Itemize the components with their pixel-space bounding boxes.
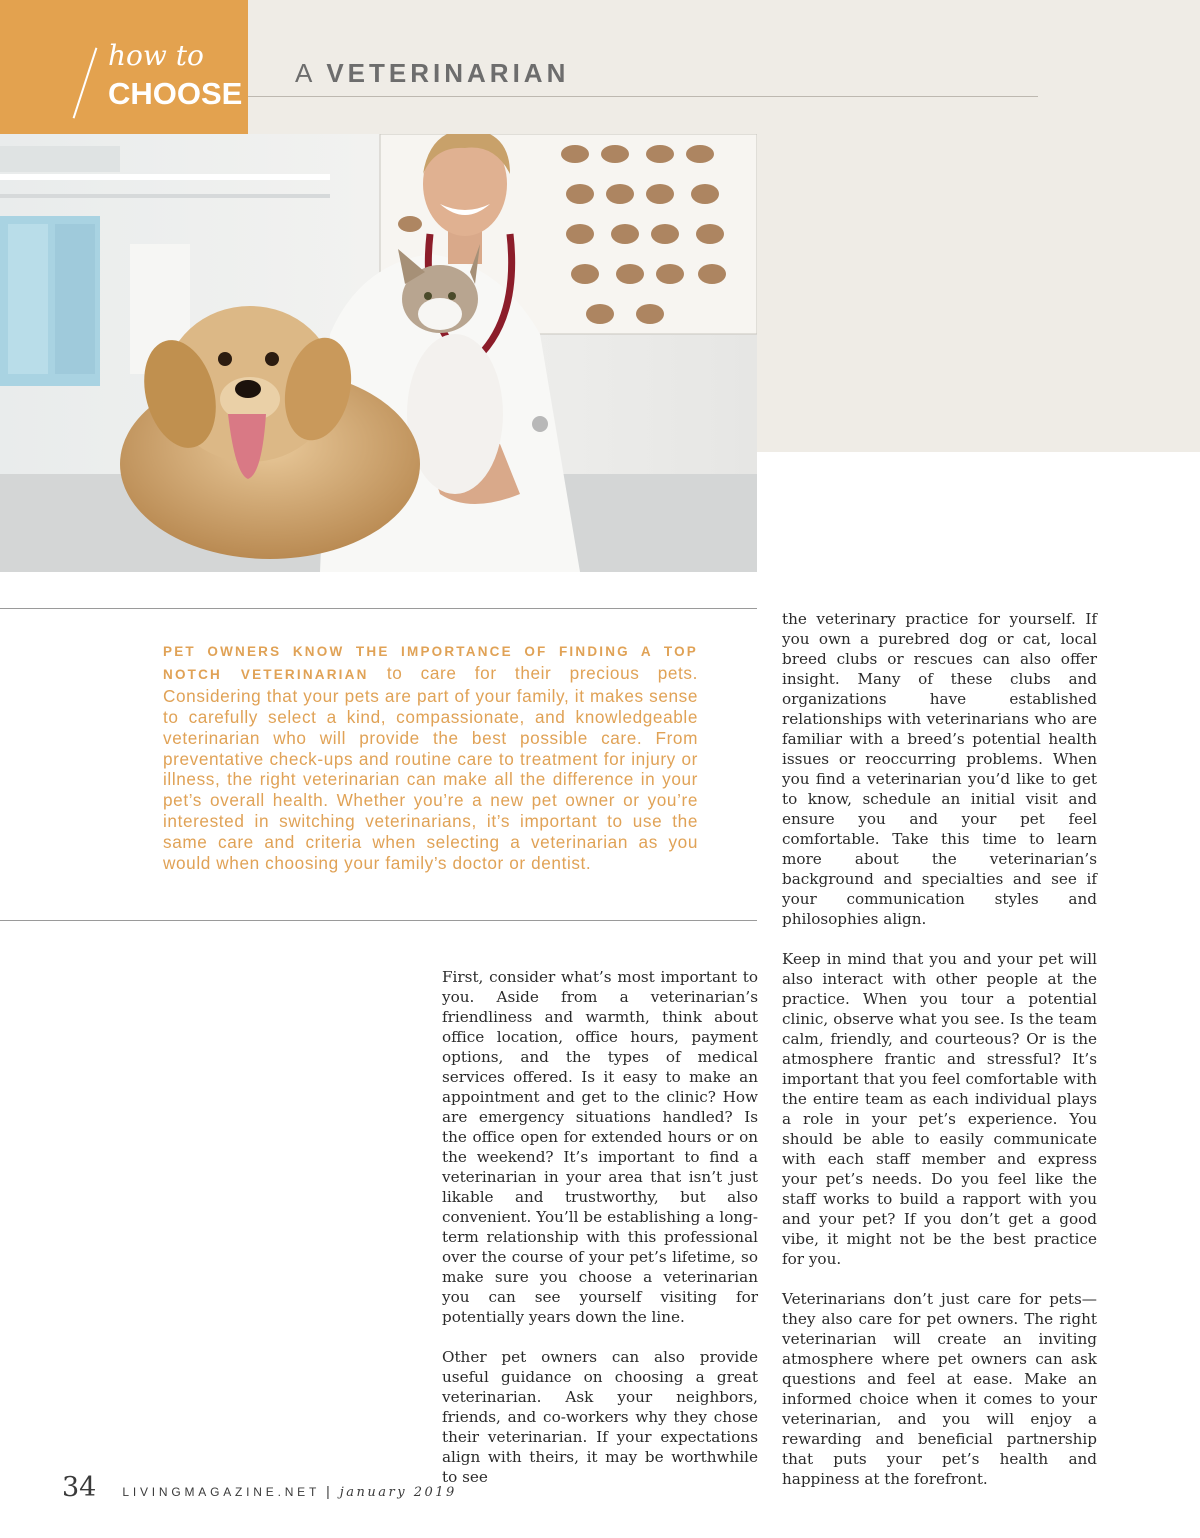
lede-paragraph [163,640,698,874]
body-paragraph: Other pet owners can also provide useful guidance on choosing a great veterinarian. Ask your neighbors, friends, and co-workers why they chose their veterinarian. If your expectations align with theirs, it may be worthwhile to see [442,1348,758,1486]
footer-separator: | [326,1483,330,1499]
lede-lead-in: PET OWNERS KNOW THE IMPORTANCE OF FINDING A TOP NOTCH VETERINARIAN [163,644,698,682]
issue-date: january 2019 [339,1485,457,1500]
title-prefix: A [295,58,317,88]
tab-kicker: how to [108,39,204,72]
body-paragraph: Keep in mind that you and your pet will also interact with other people at the practice. When you tour a potential clinic, observe what you see. Is the team calm, friendly, and courteous? Or is the atmosphere frantic and stressful? It’s important that you feel comfortable with the entire team as each individual plays a role in your pet’s experience. You should be able to easily communicate with each staff member and express your pet’s needs. Do you feel like the staff works to build a rapport with you and your pet? If you don’t get a good vibe, it might not be the best practice for you. [782,950,1097,1268]
page-footer [62,1472,457,1502]
body-paragraph: First, consider what’s most important to you. Aside from a veterinarian’s friendliness and warmth, think about office location, office hours, payment options, and the types of medical services offered. Is it easy to make an appointment and get to the clinic? How are emergency situations handled? Is the office open for extended hours or on the weekend? It’s important to find a veterinarian in your area that isn’t just likable and trustworthy, but also convenient. You’ll be establishing a long-term relationship with this professional over the course of your pet’s lifetime, so make sure you choose a veterinarian you can see yourself visiting for potentially years down the line. [442,968,758,1326]
hero-photo [0,134,757,572]
title-divider [248,96,1038,97]
body-paragraph: the veterinary practice for yourself. If you own a purebred dog or cat, local breed clubs or rescues can also offer insight. Many of these clubs and organizations have established relationships with veterinarians who are familiar with a breed’s potential health issues or reoccurring problems. When you find a veterinarian you’d like to get to know, schedule an initial visit and ensure you and your pet feel comfortable. Take this time to learn more about the veterinarian’s background and specialties and see if your communication styles and philosophies align. [782,610,1097,928]
page-title [295,60,569,86]
lede-text: to care for their precious pets. Considering that your pets are part of your family, it makes sense to carefully select a kind, compassionate, and knowledgeable veterinarian who will provide the best possible care. From preventative check-ups and routine care to treatment for injury or illness, the right veterinarian can make all the difference in your pet’s overall health. Whether you’re a new pet owner or you’re interested in switching veterinarians, it’s important to use the same care and criteria when selecting a veterinarian as you would when choosing your family’s doctor or dentist. [163,662,698,874]
body-paragraph: Veterinarians don’t just care for pets—they also care for pet owners. The right veterinarian will create an inviting atmosphere where pet owners can ask questions and feel at ease. Make an informed choice when it comes to your veterinarian, and you will enjoy a rewarding and beneficial partnership that puts your pet’s health and happiness at the forefront. [782,1290,1097,1488]
tab-heading: CHOOSE [108,76,243,111]
page-number: 34 [62,1472,97,1503]
title-main: VETERINARIAN [326,58,570,88]
site-name: LIVINGMAGAZINE.NET [122,1485,321,1499]
lede-bottom-rule [0,920,757,921]
slash-ornament [73,48,98,119]
lede-top-rule [0,608,757,609]
body-column-1 [442,967,758,1507]
section-tab [0,0,248,150]
body-column-2 [782,609,1097,1509]
